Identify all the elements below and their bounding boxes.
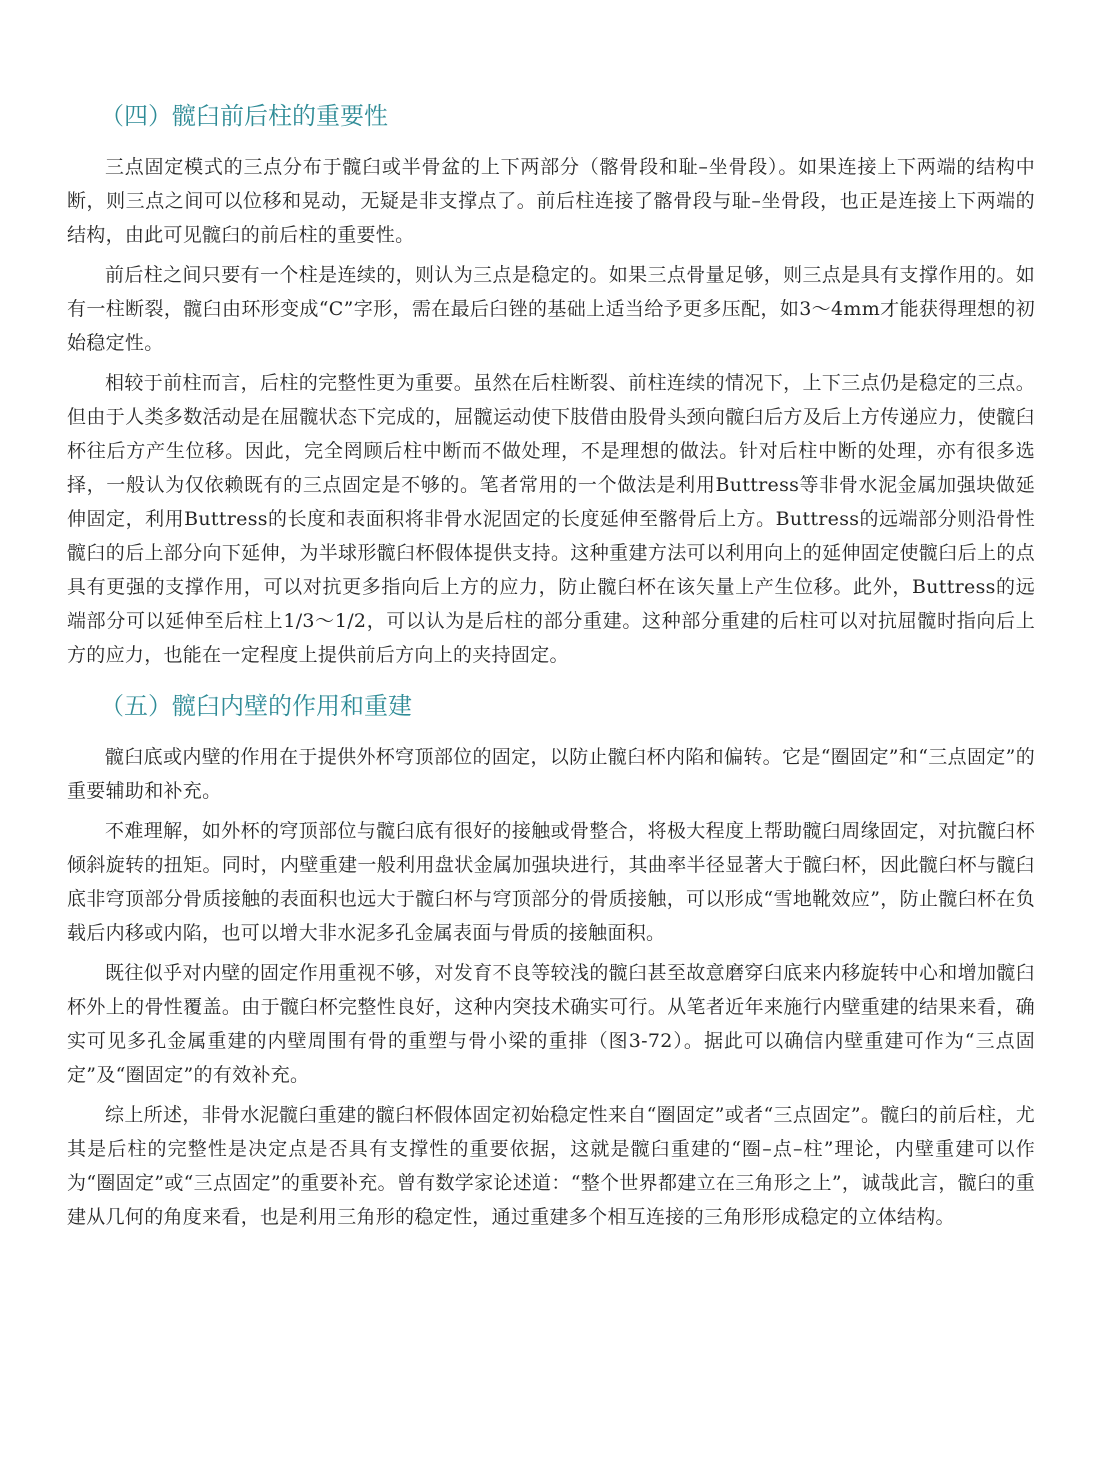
section-four bbox=[67, 96, 1035, 672]
paragraph: 髋臼底或内壁的作用在于提供外杯穹顶部位的固定，以防止髋臼杯内陷和偏转。它是“圈固定”和“三点固定”的重要辅助和补充。 bbox=[67, 746, 1035, 802]
section-heading: （四）髋臼前后柱的重要性 bbox=[100, 102, 388, 130]
document-page bbox=[67, 96, 1035, 1234]
paragraph: 不难理解，如外杯的穹顶部位与髋臼底有很好的接触或骨整合，将极大程度上帮助髋臼周缘固定，对抗髋臼杯倾斜旋转的扭矩。同时，内壁重建一般利用盘状金属加强块进行，其曲率半径显著大于髋臼杯，因此髋臼杯与髋臼底非穹顶部分骨质接触的表面积也远大于髋臼杯与穹顶部分的骨质接触，可以形成“雪地靴效应”，防止髋臼杯在负载后内移或内陷，也可以增大非水泥多孔金属表面与骨质的接触面积。 bbox=[67, 820, 1035, 944]
paragraph: 综上所述，非骨水泥髋臼重建的髋臼杯假体固定初始稳定性来自“圈固定”或者“三点固定”。髋臼的前后柱，尤其是后柱的完整性是决定点是否具有支撑性的重要依据，这就是髋臼重建的“圈–点–柱”理论，内壁重建可以作为“圈固定”或“三点固定”的重要补充。曾有数学家论述道：“整个世界都建立在三角形之上”，诚哉此言，髋臼的重建从几何的角度来看，也是利用三角形的稳定性，通过重建多个相互连接的三角形形成稳定的立体结构。 bbox=[67, 1104, 1035, 1228]
paragraph: 相较于前柱而言，后柱的完整性更为重要。虽然在后柱断裂、前柱连续的情况下，上下三点仍是稳定的三点。但由于人类多数活动是在屈髋状态下完成的，屈髋运动使下肢借由股骨头颈向髋臼后方及后上方传递应力，使髋臼杯往后方产生位移。因此，完全罔顾后柱中断而不做处理，不是理想的做法。针对后柱中断的处理，亦有很多选择，一般认为仅依赖既有的三点固定是不够的。笔者常用的一个做法是利用Buttress等非骨水泥金属加强块做延伸固定，利用Buttress的长度和表面积将非骨水泥固定的长度延伸至髂骨后上方。Buttress的远端部分则沿骨性髋臼的后上部分向下延伸，为半球形髋臼杯假体提供支持。这种重建方法可以利用向上的延伸固定使髋臼后上的点具有更强的支撑作用，可以对抗更多指向后上方的应力，防止髋臼杯在该矢量上产生位移。此外，Buttress的远端部分可以延伸至后柱上1/3～1/2，可以认为是后柱的部分重建。这种部分重建的后柱可以对抗屈髋时指向后上方的应力，也能在一定程度上提供前后方向上的夹持固定。 bbox=[67, 372, 1035, 666]
section-five bbox=[67, 686, 1035, 1234]
paragraph: 前后柱之间只要有一个柱是连续的，则认为三点是稳定的。如果三点骨量足够，则三点是具有支撑作用的。如有一柱断裂，髋臼由环形变成“C”字形，需在最后臼锉的基础上适当给予更多压配，如3～4mm才能获得理想的初始稳定性。 bbox=[67, 264, 1035, 354]
paragraph: 三点固定模式的三点分布于髋臼或半骨盆的上下两部分（髂骨段和耻–坐骨段）。如果连接上下两端的结构中断，则三点之间可以位移和晃动，无疑是非支撑点了。前后柱连接了髂骨段与耻–坐骨段，也正是连接上下两端的结构，由此可见髋臼的前后柱的重要性。 bbox=[67, 156, 1035, 246]
paragraph: 既往似乎对内壁的固定作用重视不够，对发育不良等较浅的髋臼甚至故意磨穿臼底来内移旋转中心和增加髋臼杯外上的骨性覆盖。由于髋臼杯完整性良好，这种内突技术确实可行。从笔者近年来施行内壁重建的结果来看，确实可见多孔金属重建的内壁周围有骨的重塑与骨小梁的重排（图3-72）。据此可以确信内壁重建可作为“三点固定”及“圈固定”的有效补充。 bbox=[67, 962, 1035, 1086]
section-heading: （五）髋臼内壁的作用和重建 bbox=[100, 692, 412, 720]
